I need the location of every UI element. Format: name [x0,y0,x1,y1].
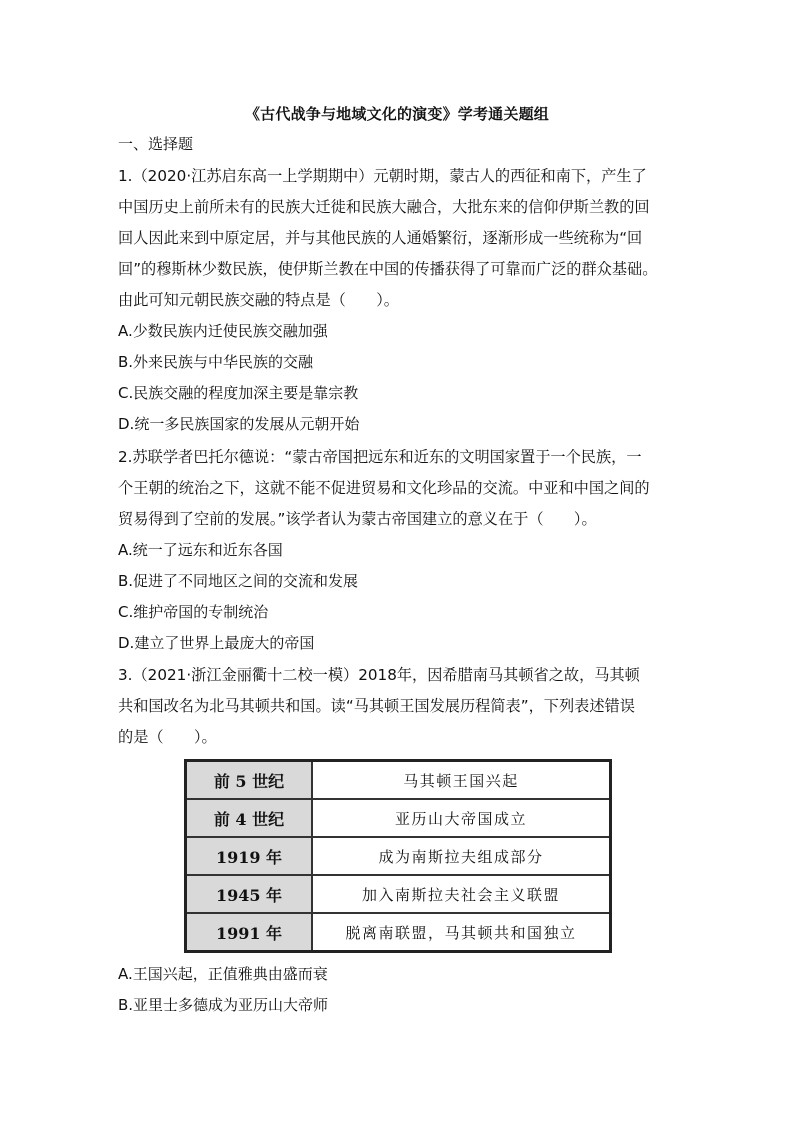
q3-line: 3.（2021·浙江金丽衢十二校一模）2018年，因希腊南马其顿省之故，马其顿 [118,666,640,684]
q2-option-d: D.建立了世界上最庞大的帝国 [118,634,315,652]
q1-option-a: A.少数民族内迁使民族交融加强 [118,322,328,340]
section-heading: 一、选择题 [118,135,194,153]
period-cell: 1919 年 [186,837,313,875]
q2-option-c: C.维护帝国的专制统治 [118,603,269,621]
macedonia-history-table [184,759,612,953]
event-cell: 亚历山大帝国成立 [312,799,611,837]
event-cell: 加入南斯拉夫社会主义联盟 [312,875,611,913]
event-cell: 脱离南联盟，马其顿共和国独立 [312,913,611,952]
q1-line: 1.（2020·江苏启东高一上学期期中）元朝时期，蒙古人的西征和南下，产生了 [118,167,647,185]
q3-option-a: A.王国兴起，正值雅典由盛而衰 [118,965,328,983]
period-cell: 前 5 世纪 [186,761,313,800]
q3-line: 的是（ ）。 [118,728,217,746]
period-cell: 1945 年 [186,875,313,913]
table-row [186,761,611,800]
table-row [186,875,611,913]
q1-line: 由此可知元朝民族交融的特点是（ ）。 [118,291,399,309]
table-row [186,913,611,952]
q1-option-b: B.外来民族与中华民族的交融 [118,353,314,371]
q3-option-b: B.亚里士多德成为亚历山大帝师 [118,996,329,1014]
q2-option-b: B.促进了不同地区之间的交流和发展 [118,572,359,590]
period-cell: 前 4 世纪 [186,799,313,837]
event-cell: 马其顿王国兴起 [312,761,611,800]
table-row [186,799,611,837]
q2-option-a: A.统一了远东和近东各国 [118,541,283,559]
q2-line: 2.苏联学者巴托尔德说：“蒙古帝国把远东和近东的文明国家置于一个民族，一 [118,448,642,466]
q1-option-d: D.统一多民族国家的发展从元朝开始 [118,415,360,433]
q2-line: 贸易得到了空前的发展。”该学者认为蒙古帝国建立的意义在于（ ）。 [118,510,597,528]
q1-line: 回人因此来到中原定居，并与其他民族的人通婚繁衍，逐渐形成一些统称为“回 [118,229,643,247]
q1-option-c: C.民族交融的程度加深主要是靠宗教 [118,384,359,402]
q2-line: 个王朝的统治之下，这就不能不促进贸易和文化珍品的交流。中亚和中国之间的 [118,479,650,497]
q3-line: 共和国改名为北马其顿共和国。读“马其顿王国发展历程简表”，下列表述错误 [118,697,635,715]
q1-line: 回”的穆斯林少数民族，使伊斯兰教在中国的传播获得了可靠而广泛的群众基础。 [118,260,658,278]
event-cell: 成为南斯拉夫组成部分 [312,837,611,875]
document-title: 《古代战争与地域文化的演变》学考通关题组 [244,105,549,123]
q1-line: 中国历史上前所未有的民族大迁徙和民族大融合，大批东来的信仰伊斯兰教的回 [118,198,650,216]
period-cell: 1991 年 [186,913,313,952]
table-row [186,837,611,875]
